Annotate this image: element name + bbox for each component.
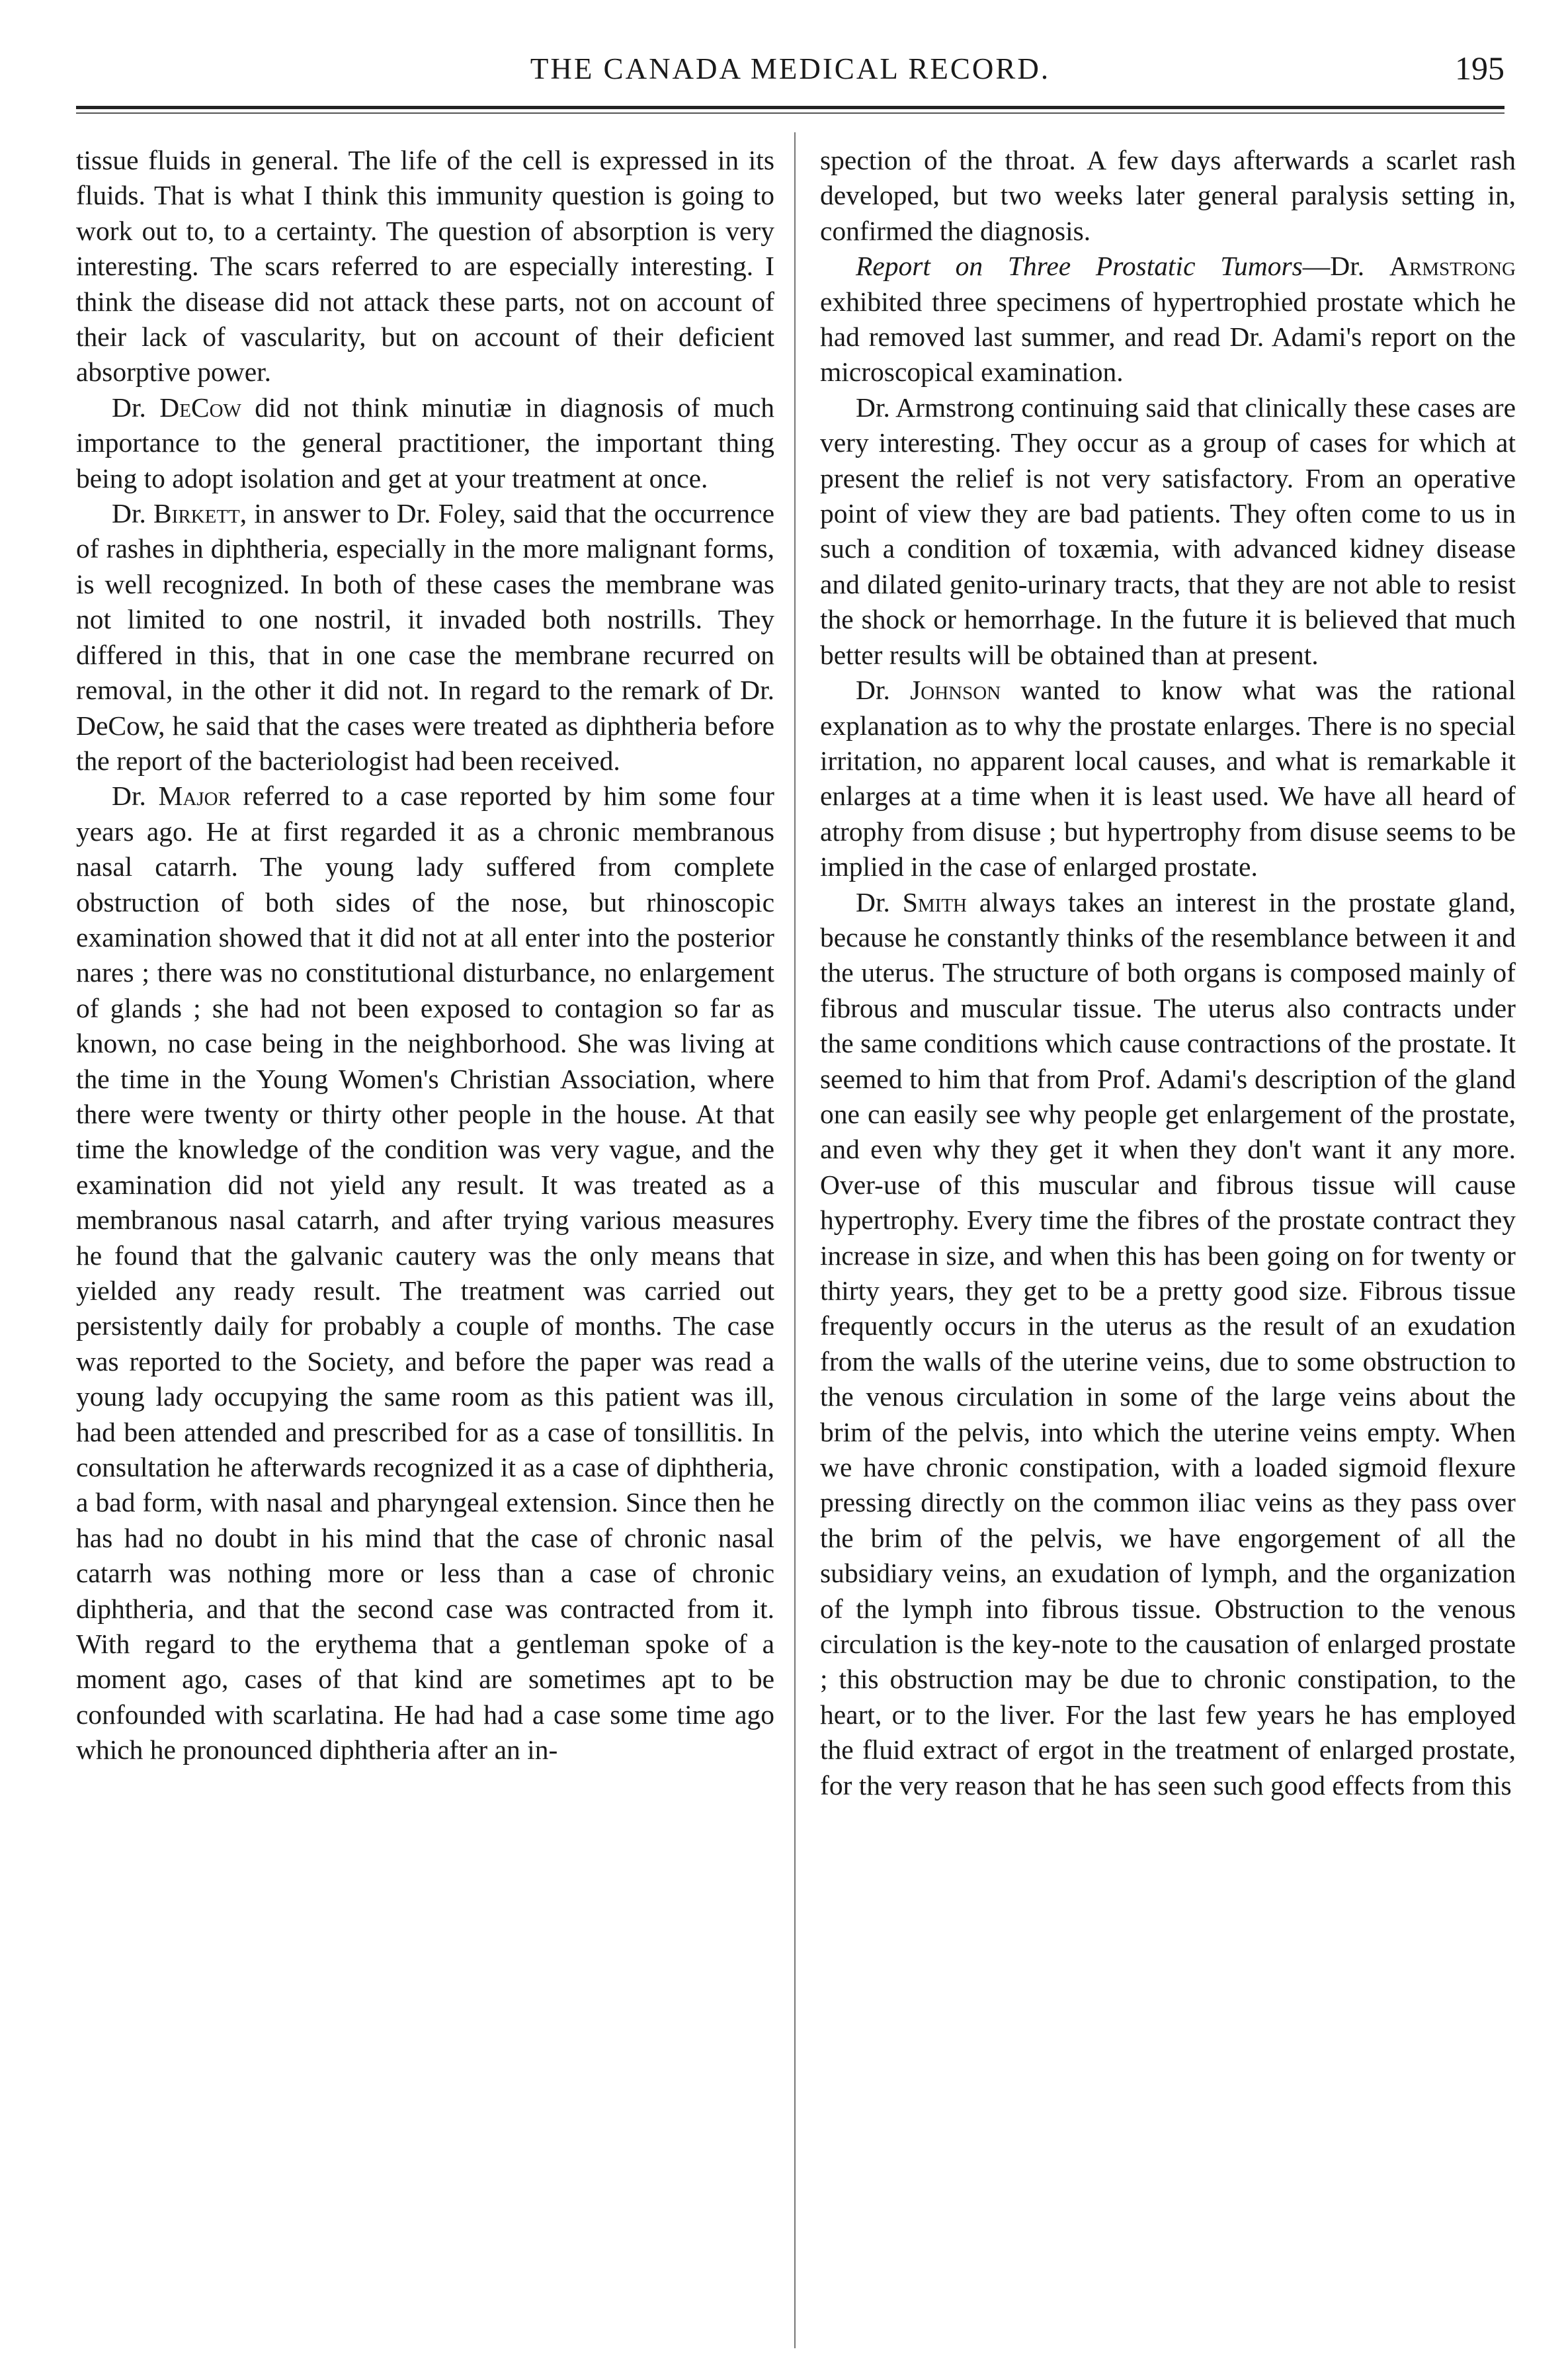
paragraph: Report on Three Prostatic Tumors—Dr. Armstrong exhibited three specimens of hypertrophied prostate which he had removed last summer, and read Dr. Adami's report on the microscopical examination. <box>820 251 1516 388</box>
speaker-name: Johnson <box>910 675 1001 706</box>
paragraph: Dr. DeCow did not think minutiæ in diagnosis of much importance to the general practitioner, the important thing being to adopt isolation and get at your treatment at once. <box>76 392 775 493</box>
journal-title: THE CANADA MEDICAL RECORD. <box>530 52 1051 85</box>
paragraph-text: did not think minutiæ in diagnosis of much importance to the general practitioner, the important thing being to adopt isolation and get at your treatment at once. <box>76 392 775 493</box>
page-number: 195 <box>1455 50 1504 87</box>
paragraph: Dr. Birkett, in answer to Dr. Foley, said that the occurrence of rashes in diphtheria, especially in the more malignant forms, is well recognized. In both of these cases the membrane was not limited to one nostril, it invaded both nostrills. They differed in this, that in one case the membrane recurred on removal, in the other it did not. In regard to the remark of Dr. DeCow, he said that the cases were treated as diphtheria before the report of the bacteriologist had been received. <box>76 498 774 776</box>
running-header <box>76 46 1504 99</box>
paragraph <box>76 143 774 390</box>
speaker-name: Armstrong <box>1389 251 1516 282</box>
paragraph <box>820 143 1516 249</box>
column-divider <box>794 132 796 2348</box>
paragraph: Dr. Johnson wanted to know what was the rational explanation as to why the prostate enlarges. There is no special irritation, no apparent local causes, and what is remarkable it enlarges at a time when it is least used. We have all heard of atrophy from disuse ; but hypertrophy from disuse seems to be implied in the case of enlarged prostate. <box>820 675 1516 882</box>
right-column <box>820 143 1516 1803</box>
paragraph-text: , in answer to Dr. Foley, said that the occurrence of rashes in diphtheria, especially in the more malignant forms, is well recognized. In both of these cases the membrane was not limited to one nostril, it invaded both nostrills. They differed in this, that in one case the membrane recurred on removal, in the other it did not. In regard to the remark of Dr. DeCow, he said that the cases were treated as diphtheria before the report of the bacteriologist had been received. <box>76 498 774 776</box>
speaker-name: Smith <box>902 886 967 917</box>
paragraph-text: always takes an interest in the prostate gland, because he constantly thinks of the resemblance between it and the uterus. The structure of both organs is composed mainly of fibrous and muscular tissue. The uterus also contracts under the same conditions which cause contractions of the prostate. It seemed to him that from Prof. Adami's description of the gland one can easily see why people get enlargement of the prostate, and even why they get it when they don't want it any more. Over-use of this muscular and fibrous tissue will cause hypertrophy. Every time the fibres of the prostate contract they increase in size, and when this has been going on for twenty or thirty years, they get to be a pretty good size. Fibrous tissue frequently occurs in the uterus as the result of an exudation from the walls of the uterine veins, due to some obstruction to the venous circulation in some of the large veins about the brim of the pelvis, into which the uterine veins empty. When we have chronic constipation, with a loaded sigmoid flexure pressing directly on the common iliac veins as they pass over the brim of the pelvis, we have engorgement of all the subsidiary veins, an exudation of lymph, and the organization of the lymph into fibrous tissue. Obstruction to the venous circulation is the key-note to the causation of enlarged prostate ; this obstruction may be due to chronic constipation, to the heart, or to the liver. For the last few years he has employed the fluid extract of ergot in the treatment of enlarged prostate, for the very reason that he has seen such good effects from this <box>820 886 1516 1801</box>
paragraph-text: Dr. Armstrong continuing said that clinically these cases are very interesting. They occur as a group of cases for which at present the relief is not very satisfactory. From an operative point of view they are bad patients. They often come to us in such a condition of toxæmia, with advanced kidney disease and dilated genito-urinary tracts, that they are not able to resist the shock or hemorrhage. In the future it is believed that much better results will be obtained than at present. <box>820 392 1516 670</box>
speaker-name: Major <box>158 781 231 812</box>
paragraph-text: tissue fluids in general. The life of the cell is expressed in its fluids. That is what I think this immunity question is going to work out to, to a certainty. The question of absorption is very interesting. The scars referred to are especially interesting. I think the disease did not attack these parts, not on account of their lack of vascularity, but on account of their deficient absorptive power. <box>76 145 774 388</box>
left-column <box>76 143 774 1768</box>
speaker-name: Birkett <box>153 498 240 529</box>
paragraph <box>820 390 1516 673</box>
header-rule-thin <box>76 112 1504 114</box>
section-heading: Report on Three Prostatic Tumors <box>856 251 1303 282</box>
paragraph-text: referred to a case reported by him some four years ago. He at first regarded it as a chronic membranous nasal catarrh. The young lady suffered from complete obstruction of both sides of the nose, but rhinoscopic examination showed that it did not at all enter into the posterior nares ; there was no constitutional disturbance, no enlargement of glands ; she had not been exposed to contagion so far as known, no case being in the neighborhood. She was living at the time in the Young Women's Christian Association, where there were twenty or thirty other people in the house. At that time the knowledge of the condition was very vague, and the examination did not yield any result. It was treated as a membranous nasal catarrh, and after trying various measures he found that the galvanic cautery was the only means that yielded any ready result. The treatment was carried out persistently daily for probably a couple of months. The case was reported to the Society, and before the paper was read a young lady occupying the same room as this patient was ill, had been attended and prescribed for as a case of tonsillitis. In consultation he afterwards recognized it as a case of diphtheria, a bad form, with nasal and pharyngeal extension. Since then he has had no doubt in his mind that the case of chronic nasal catarrh was nothing more or less than a case of chronic diphtheria, and that the second case was contracted from it. With regard to the erythema that a gentleman spoke of a moment ago, cases of that kind are sometimes apt to be confounded with scarlatina. He had had a case some time ago which he pronounced diphtheria after an in- <box>76 781 774 1765</box>
paragraph: Dr. Smith always takes an interest in the prostate gland, because he constantly thinks of the resemblance between it and the uterus. The structure of both organs is composed mainly of fibrous and muscular tissue. The uterus also contracts under the same conditions which cause contractions of the prostate. It seemed to him that from Prof. Adami's description of the gland one can easily see why people get enlargement of the prostate, and even why they get it when they don't want it any more. Over-use of this muscular and fibrous tissue will cause hypertrophy. Every time the fibres of the prostate contract they increase in size, and when this has been going on for twenty or thirty years, they get to be a pretty good size. Fibrous tissue frequently occurs in the uterus as the result of an exudation from the walls of the uterine veins, due to some obstruction to the venous circulation in some of the large veins about the brim of the pelvis, into which the uterine veins empty. When we have chronic constipation, with a loaded sigmoid flexure pressing directly on the common iliac veins as they pass over the brim of the pelvis, we have engorgement of all the subsidiary veins, an exudation of lymph, and the organization of the lymph into fibrous tissue. Obstruction to the venous circulation is the key-note to the causation of enlarged prostate ; this obstruction may be due to chronic constipation, to the heart, or to the liver. For the last few years he has employed the fluid extract of ergot in the treatment of enlarged prostate, for the very reason that he has seen such good effects from this <box>820 886 1516 1801</box>
paragraph-text: spection of the throat. A few days afterwards a scarlet rash developed, but two weeks later general paralysis setting in, confirmed the diagnosis. <box>820 145 1516 246</box>
paragraph-text: wanted to know what was the rational explanation as to why the prostate enlarges. There is no special irritation, no apparent local causes, and what is remarkable it enlarges at a time when it is least used. We have all heard of atrophy from disuse ; but hypertrophy from disuse seems to be implied in the case of enlarged prostate. <box>820 675 1516 882</box>
paragraph: Dr. Major referred to a case reported by him some four years ago. He at first regarded it as a chronic membranous nasal catarrh. The young lady suffered from complete obstruction of both sides of the nose, but rhinoscopic examination showed that it did not at all enter into the posterior nares ; there was no constitutional disturbance, no enlargement of glands ; she had not been exposed to contagion so far as known, no case being in the neighborhood. She was living at the time in the Young Women's Christian Association, where there were twenty or thirty other people in the house. At that time the knowledge of the condition was very vague, and the examination did not yield any result. It was treated as a membranous nasal catarrh, and after trying various measures he found that the galvanic cautery was the only means that yielded any ready result. The treatment was carried out persistently daily for probably a couple of months. The case was reported to the Society, and before the paper was read a young lady occupying the same room as this patient was ill, had been attended and prescribed for as a case of tonsillitis. In consultation he afterwards recognized it as a case of diphtheria, a bad form, with nasal and pharyngeal extension. Since then he has had no doubt in his mind that the case of chronic nasal catarrh was nothing more or less than a case of chronic diphtheria, and that the second case was contracted from it. With regard to the erythema that a gentleman spoke of a moment ago, cases of that kind are sometimes apt to be confounded with scarlatina. He had had a case some time ago which he pronounced diphtheria after an in- <box>76 781 774 1765</box>
speaker-name: DeCow <box>159 392 241 423</box>
header-rule-thick <box>76 106 1504 109</box>
paragraph-text: exhibited three specimens of hypertrophied prostate which he had removed last summer, and read Dr. Adami's report on the microscopical examination. <box>820 286 1516 388</box>
